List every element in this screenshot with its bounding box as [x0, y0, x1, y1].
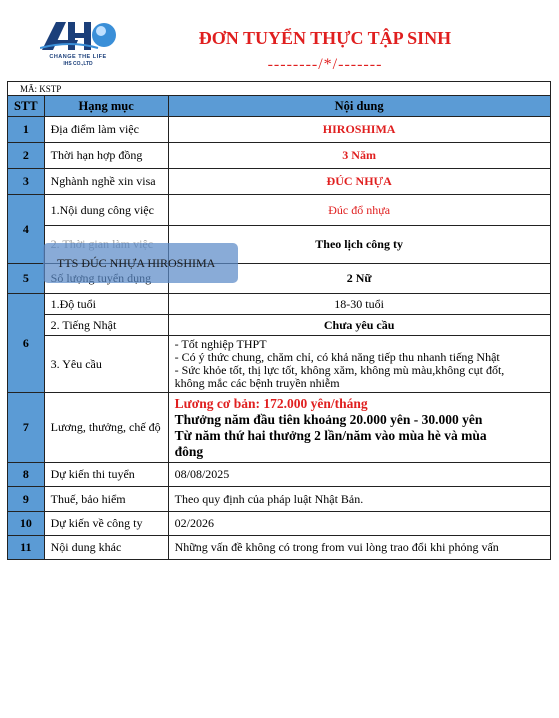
- base-salary-line: Lương cơ bản: 172.000 yên/tháng: [174, 395, 368, 411]
- table-row: [8, 463, 551, 487]
- row-item: 3. Yêu cầu: [44, 336, 168, 393]
- column-header-stt: STT: [8, 96, 45, 117]
- ahi-logo-mark: [40, 18, 118, 52]
- row-number: 8: [8, 463, 45, 487]
- row-item: Dự kiến về công ty: [44, 512, 168, 536]
- row-number: 3: [8, 169, 45, 195]
- tax-insurance-value: Theo quy định của pháp luật Nhật Bản.: [168, 487, 550, 512]
- table-row: [8, 195, 551, 226]
- row-number: 5: [8, 264, 45, 294]
- requirement-line: - Có ý thức chung, chăm chỉ, có khả năng tiếp thu nhanh tiếng Nhật: [174, 350, 500, 364]
- row-item: Thuế, bảo hiểm: [44, 487, 168, 512]
- row-item: Nội dung khác: [44, 536, 168, 560]
- row-item: Thời hạn hợp đồng: [44, 143, 168, 169]
- table-row: [8, 315, 551, 336]
- other-notes-value: Những vấn đề không có trong from vui lòng trao đổi khi phỏng vấn: [168, 536, 550, 560]
- table-row: [8, 512, 551, 536]
- title-divider: --------/*/-------: [267, 56, 383, 73]
- row-number: 9: [8, 487, 45, 512]
- row-number: 7: [8, 393, 45, 463]
- form-code: MÃ: KSTP: [8, 82, 551, 96]
- visa-occupation-value: ĐÚC NHỰA: [168, 169, 550, 195]
- page-title: ĐƠN TUYỂN THỰC TẬP SINH: [198, 28, 452, 48]
- japanese-level-value: Chưa yêu cầu: [168, 315, 550, 336]
- working-hours-value: Theo lịch công ty: [168, 226, 550, 264]
- requirement-line: - Sức khỏe tốt, thị lực tốt, không xăm, không mù màu,không cụt đốt,: [174, 363, 505, 377]
- exam-date-value: 08/08/2025: [168, 463, 550, 487]
- row-item: 1.Nội dung công việc: [44, 195, 168, 226]
- requirement-line: - Tốt nghiệp THPT: [174, 337, 267, 351]
- row-item: Dự kiến thi tuyển: [44, 463, 168, 487]
- logo-company-name: IHS CO.,LTD: [63, 61, 93, 67]
- bonus-line: Từ năm thứ hai thưởng 2 lần/năm vào mùa hè và mùa: [174, 427, 487, 443]
- logo-tagline: CHANGE THE LIFE: [49, 54, 107, 60]
- row-item: Địa điểm làm việc: [44, 117, 168, 143]
- table-header-row: [8, 96, 551, 117]
- row-number: 10: [8, 512, 45, 536]
- recruitment-table: [7, 81, 551, 560]
- table-row: [8, 169, 551, 195]
- contract-term-value: 3 Năm: [168, 143, 550, 169]
- row-item: 1.Độ tuổi: [44, 294, 168, 315]
- work-location-value: HIROSHIMA: [168, 117, 550, 143]
- requirement-line: không mắc các bệnh truyền nhiễm: [174, 376, 340, 390]
- bonus-line: đông: [174, 443, 204, 459]
- company-logo: [38, 18, 120, 72]
- row-item: 2. Tiếng Nhật: [44, 315, 168, 336]
- bonus-line: Thưởng năm đầu tiên khoảng 20.000 yên - 30.000 yên: [174, 411, 483, 427]
- table-row: [8, 393, 551, 463]
- table-row: [8, 117, 551, 143]
- row-number: 11: [8, 536, 45, 560]
- start-date-value: 02/2026: [168, 512, 550, 536]
- row-number: 6: [8, 294, 45, 393]
- table-row: [8, 487, 551, 512]
- column-header-item: Hạng mục: [44, 96, 168, 117]
- row-item: Nghành nghề xin visa: [44, 169, 168, 195]
- requirements-list: [168, 336, 550, 393]
- job-title-overlay: TTS ĐÚC NHỰA HIROSHIMA: [43, 243, 238, 283]
- column-header-content: Nội dung: [168, 96, 550, 117]
- job-content-value: Đúc đổ nhựa: [168, 195, 550, 226]
- age-range-value: 18-30 tuổi: [168, 294, 550, 315]
- table-row: [8, 336, 551, 393]
- row-number: 4: [8, 195, 45, 264]
- code-row: [8, 82, 551, 96]
- table-row: [8, 143, 551, 169]
- table-row: [8, 536, 551, 560]
- row-number: 2: [8, 143, 45, 169]
- headcount-value: 2 Nữ: [168, 264, 550, 294]
- salary-benefits: [168, 393, 550, 463]
- table-row: [8, 294, 551, 315]
- row-number: 1: [8, 117, 45, 143]
- row-item: Lương, thưởng, chế độ: [44, 393, 168, 463]
